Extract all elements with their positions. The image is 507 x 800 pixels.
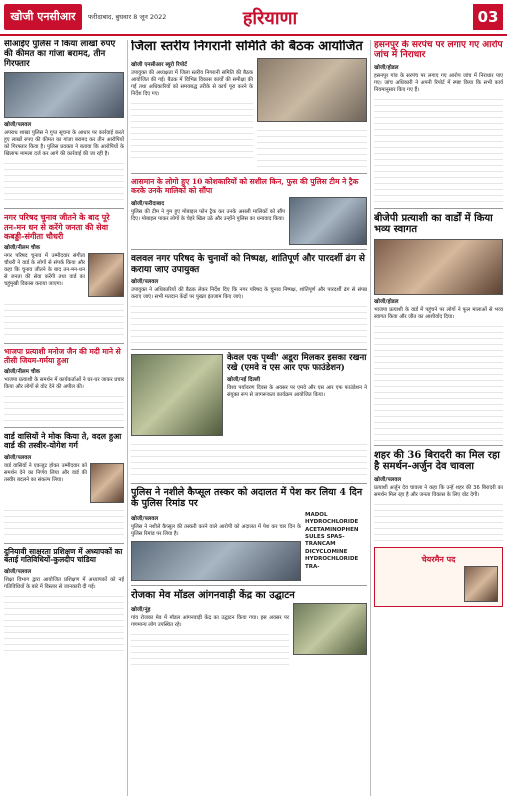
election-advertisement: [374, 547, 503, 607]
portrait-photo: [88, 253, 124, 297]
article-body: पुलिस की टीम ने गुम हुए मोबाइल फोन ट्रैक कर उनके असली मालिकों को सौंप दिए। मोबाइल पाकर लोगों के चेहरे खिल उठे और उन्होंने पुलिस का धन्यवाद किया।: [131, 209, 285, 223]
headline: केवल एक पृथ्वी' अडूरा मिलकर इसका रखना रखे (एमवे व एस आर एफ फाउंडेशन): [227, 352, 367, 373]
story-mobile-recovery: [131, 178, 367, 245]
seized-drugs-photo: [131, 541, 301, 581]
story-bjp-welcome: [374, 213, 503, 441]
article-body: उपायुक्त ने अधिकारियों की बैठक लेकर निर्देश दिए कि नगर परिषद के चुनाव निष्पक्ष, शांतिपूर्ण और पारदर्शी ढंग से संपन्न कराए जाएं। सभी मतदान केंद्रों पर पुख्ता इंतजाम किए जाएं।: [131, 286, 367, 300]
article-body: अपराध शाखा पुलिस ने गुप्त सूचना के आधार पर कार्रवाई करते हुए लाखों रुपए की कीमत का गांजा बरामद कर तीन आरोपियों को गिरफ्तार किया है। पुलिस प्रवक्ता ने बताया कि आरोपियों के खिलाफ मामला दर्ज कर आगे की कार्रवाई की जा रही है।: [4, 130, 124, 158]
byline: खोजी/पलवल: [4, 568, 32, 575]
story-ganja: [4, 40, 124, 204]
story-election: [131, 254, 367, 345]
byline: खोजी/नई दिल्ली: [227, 377, 261, 384]
story-ward: [4, 432, 124, 538]
headline: हसनपुर के सरपंच पर लगाए गए आरोप जांच में निराधार: [374, 40, 503, 61]
page-number: 03: [473, 4, 503, 30]
byline: खोजी/पलवल: [131, 515, 159, 522]
meeting-photo: [257, 58, 367, 122]
headline: वलवल नगर परिषद के चुनावों को निष्पक्ष, शांतिपूर्ण और पारदर्शी ढंग से कराया जाए उपायुक्त: [131, 254, 365, 275]
article-body: हसनपुर गांव के सरपंच पर लगाए गए आरोप जांच में निराधार पाए गए। जांच अधिकारी ने अपनी रिपोर्ट में स्पष्ट किया कि सभी कार्य नियमानुसार किए गए हैं।: [374, 72, 503, 93]
drug-label-text: MADOL HYDROCHLORIDE ACETAMINOPHEN SULES SPAS-TRANCAM DICYCLOMINE HYDROCHLORIDE TRA-: [305, 511, 359, 570]
byline: खोजी/पलवल: [131, 278, 159, 285]
headline: रोजका मेव मॉडल आंगनवाड़ी केंद्र का उद्घाटन: [131, 589, 295, 601]
masthead: [0, 0, 507, 36]
photo: [4, 72, 124, 118]
article-body: गांव रोजका मेव में मॉडल आंगनवाड़ी केंद्र का उद्घाटन किया गया। इस अवसर पर गणमान्य लोग उपस्थित रहे।: [131, 615, 289, 629]
story-monitoring-committee: [131, 40, 367, 169]
headline: आसमान के लोगो हुए 10 कोशकारियों को सशील किन, फुस की पुलिस टीम ने ट्रैक करके उनके मालिकों को सौंपा: [131, 176, 359, 195]
article-body: प्रत्याशी अर्जुन देव चावला ने कहा कि उन्हें शहर की 36 बिरादरी का समर्थन मिल रहा है और जनता विकास के लिए वोट देगी।: [374, 484, 503, 498]
main-column: [131, 40, 367, 796]
event-photo: [131, 354, 223, 436]
byline: खोजी/पलवल: [374, 476, 402, 483]
article-body: पुलिस ने नशीले कैप्सूल की तस्करी करने वाले आरोपी को अदालत में पेश कर चार दिन के पुलिस रिमांड पर लिया है।: [131, 523, 301, 537]
headline: वार्ड वासियों ने मोक किया ते, वदल हुआ वार्ड की तस्वीर-योगेश गर्ग: [4, 431, 122, 451]
headline: शहर की 36 बिरादरी का मिल रहा है समर्थन-अर्जुन देव चावला: [374, 449, 500, 473]
story-nagar-parishad: [4, 213, 124, 339]
police-photo: [289, 197, 367, 245]
story-anganwadi: [131, 590, 367, 670]
article-body: नगर परिषद चुनाव में उम्मीदवार संगीता चौधरी ने वार्ड के लोगों से संपर्क किया और कहा कि चुनाव जीतने के बाद तन-मन-धन से जनता की सेवा करेंगी तथा वार्ड का चहुंमुखी विकास कराया जाएगा।: [4, 252, 85, 287]
section-title: हरियाणा: [242, 8, 298, 29]
left-column: [4, 40, 124, 796]
byline: खोजी एनसीआर ब्यूरो रिपोर्ट: [131, 61, 187, 68]
article-body: वार्ड वासियों ने एकजुट होकर उम्मीदवार को समर्थन देने का निर्णय लिया और वार्ड की तस्वीर बदलने का संकल्प लिया।: [4, 462, 87, 483]
article-body: विश्व पर्यावरण दिवस के अवसर पर एमवे और एस आर एफ फाउंडेशन ने संयुक्त रूप से जागरूकता कार्यक्रम आयोजित किया।: [227, 385, 367, 399]
welcome-photo: [374, 239, 503, 295]
headline: दुनियावी साक्षरता प्रशिक्षण में अध्यापकों का बताई गतिविधियों-कुलदीप चांडिया: [4, 546, 123, 565]
byline: खोजी/होडल: [374, 298, 399, 305]
right-column: [374, 40, 503, 796]
article-body: शिक्षा विभाग द्वारा आयोजित प्रशिक्षण में अध्यापकों को नई गतिविधियों के बारे में विस्तार से जानकारी दी गई।: [4, 576, 124, 590]
ad-title: चेयरमैन पद: [421, 554, 456, 564]
byline: खोजी/नीलम चौक: [4, 244, 40, 251]
headline: पुलिस ने नशीले कैप्सूल तस्कर को अदालत में पेश कर लिया 4 दिन के पुलिस रिमांड पर: [131, 486, 363, 509]
headline: भाजपा प्रत्याशी मनोज जैन की मदी माने से तीसी जियम-गर्मया हुआ: [4, 346, 121, 365]
byline: खोजी/पलवल: [4, 454, 32, 461]
story-literacy: [4, 548, 124, 651]
story-bjp-manoj: [4, 348, 124, 423]
article-body: उपायुक्त की अध्यक्षता में जिला स्तरीय निगरानी समिति की बैठक आयोजित की गई। बैठक में विभिन्न विकास कार्यों की समीक्षा की गई तथा अधिकारियों को समयबद्ध तरीके से कार्य पूरा करने के निर्देश दिए गए।: [131, 69, 253, 97]
lead-headline: जिला स्तरीय निगरानी समिति की बैठक आयोजित: [131, 40, 363, 54]
inauguration-photo: [293, 603, 367, 655]
byline: खोजी/फरीदाबाद: [131, 201, 165, 208]
story-one-earth: [131, 354, 367, 479]
story-capsule-smuggler: [131, 488, 367, 581]
byline: खोजी/नूंह: [131, 607, 151, 614]
article-body: भाजपा प्रत्याशी के वार्ड में पहुंचने पर लोगों ने फूल मालाओं से भव्य स्वागत किया और जीत का आशीर्वाद दिया।: [374, 306, 503, 320]
story-sarpanch: [374, 40, 503, 204]
byline: खोजी/नीलम चौक: [4, 369, 40, 376]
portrait-photo: [90, 463, 124, 503]
headline: नगर परिषद चुनाव जीतने के बाद पूरे तन-मन धन से करेंगे जनता की सेवा कबड्डी-संगीता चौधरी: [4, 212, 110, 241]
newspaper-logo: खोजी एनसीआर: [4, 4, 82, 30]
candidate-photo: [464, 566, 498, 602]
dateline: फरीदाबाद, बुधवार 8 जून 2022: [88, 13, 167, 21]
article-body: भाजपा प्रत्याशी के समर्थन में कार्यकर्ताओं ने घर-घर जाकर प्रचार किया और लोगों से वोट देने की अपील की।: [4, 377, 124, 391]
headline: बीजेपी प्रत्याशी का वार्डों में किया भव्य स्वागत: [374, 212, 493, 236]
story-36-biradari: [374, 450, 503, 543]
headline: सीआईए पुलिस ने किया लाखों रुपए की कीमत का गांजा बरामद, तीन गिरफ्तार: [4, 40, 116, 69]
byline: खोजी/पलवल: [4, 122, 32, 129]
byline: खोजी/होडल: [374, 64, 399, 71]
